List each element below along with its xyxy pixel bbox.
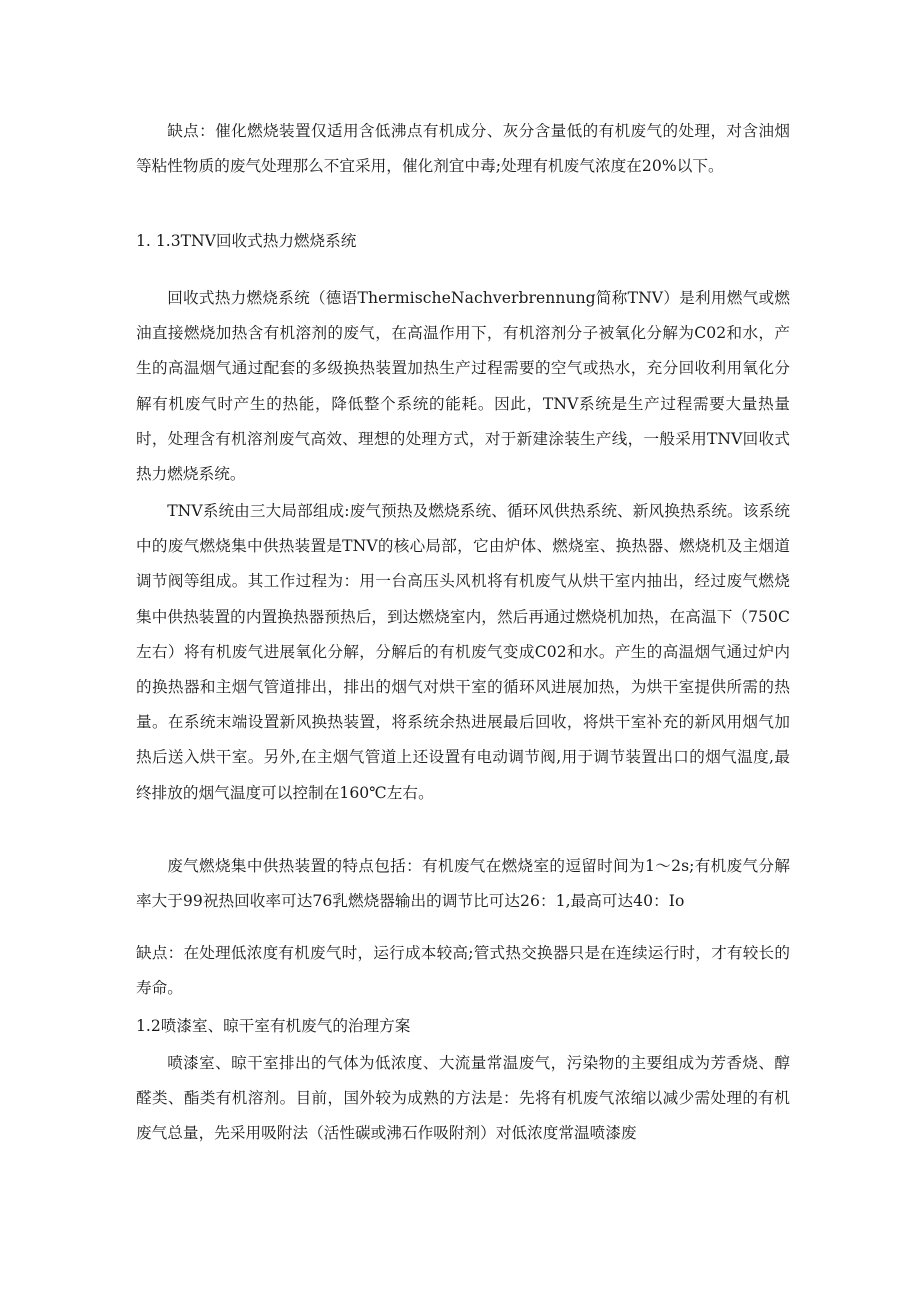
section-heading-spray-booth: 1.2喷漆室、晾干室有机废气的治理方案 (136, 1017, 411, 1035)
paragraph-device-features: 废气燃烧集中供热装置的特点包括：有机废气在燃烧室的逗留时间为1〜2s;有机废气分解率大于99祝热回收率可达76乳燃烧器输出的调节比可达26：1,最高可达40：Io (136, 857, 790, 911)
paragraph-tnv-drawbacks: 缺点：在处理低浓度有机废气时，运行成本较高;管式热交换器只是在连续运行时，才有较长的寿命。 (136, 944, 790, 998)
paragraph-tnv-intro: 回收式热力燃烧系统（德语ThermischeNachverbrennung简称TNV）是利用燃气或燃油直接燃烧加热含有机溶剂的废气，在高温作用下，有机溶剂分子被氧化分解为C02和水，产生的高温烟气通过配套的多级换热装置加热生产过程需要的空气或热水，充分回收利用氧化分解有机废气时产生的热能，降低整个系统的能耗。因此，TNV系统是生产过程需要大量热量时，处理含有机溶剂废气高效、理想的处理方式，对于新建涂装生产线，一般采用TNV回收式热力燃烧系统。 (136, 289, 790, 484)
paragraph-catalytic-drawbacks: 缺点：催化燃烧装置仅适用含低沸点有机成分、灰分含量低的有机废气的处理，对含油烟等粘性物质的废气处理那么不宜采用，催化剂宜中毒;处理有机废气浓度在20%以下。 (136, 122, 790, 176)
paragraph-tnv-composition: TNV系统由三大局部组成:废气预热及燃烧系统、循环风供热系统、新风换热系统。该系统中的废气燃烧集中供热装置是TNV的核心局部，它由炉体、燃烧室、换热器、燃烧机及主烟道调节阀等组成。其工作过程为：用一台高压头风机将有机废气从烘干室内抽出，经过废气燃烧集中供热装置的内置换热器预热后，到达燃烧室内，然后再通过燃烧机加热，在高温下（750C左右）将有机废气进展氧化分解，分解后的有机废气变成C02和水。产生的高温烟气通过炉内的换热器和主烟气管道排出，排出的烟气对烘干室的循环风进展加热，为烘干室提供所需的热量。在系统末端设置新风换热装置，将系统余热进展最后回收，将烘干室补充的新风用烟气加热后送入烘干室。另外,在主烟气管道上还设置有电动调节阀,用于调节装置出口的烟气温度,最终排放的烟气温度可以控制在160℃左右。 (136, 502, 790, 802)
section-heading-tnv: 1. 1.3TNV回收式热力燃烧系统 (136, 232, 357, 250)
paragraph-spray-booth-scheme: 喷漆室、晾干室排出的气体为低浓度、大流量常温废气，污染物的主要组成为芳香烧、醇醛类、酯类有机溶剂。目前，国外较为成熟的方法是：先将有机废气浓缩以减少需处理的有机废气总量，先采用吸附法（活性碳或沸石作吸附剂）对低浓度常温喷漆废 (136, 1054, 790, 1143)
